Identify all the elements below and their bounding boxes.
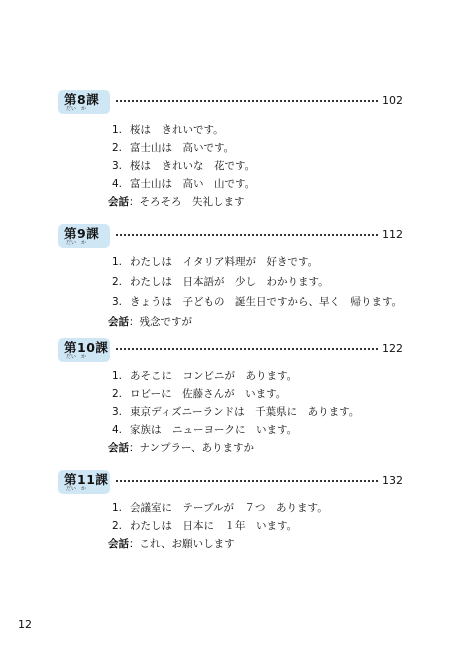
- sentence-text: あそこに コンビニが あります。: [130, 370, 298, 382]
- sentence-number: 1.: [112, 124, 123, 136]
- sentence-line: [112, 160, 255, 173]
- sentence-number: 3.: [112, 160, 123, 172]
- lesson-tab[interactable]: [58, 224, 110, 248]
- lesson-title: 第10課: [64, 340, 109, 355]
- lesson-title-reading: だい か: [66, 486, 87, 492]
- sentence-number: 4.: [112, 178, 123, 190]
- sentence-text: わたしは イタリア料理が 好きです。: [130, 256, 319, 268]
- lesson-page-number[interactable]: 102: [382, 94, 403, 107]
- conversation-label: 会話: [108, 538, 129, 550]
- sentence-text: 家族は ニューヨークに います。: [130, 424, 298, 436]
- sentence-line: [112, 424, 297, 437]
- lesson-page-number[interactable]: 112: [382, 228, 403, 241]
- sentence-text: 桜は きれいな 花です。: [130, 160, 256, 172]
- sentence-line: [112, 276, 329, 289]
- conversation-line: [108, 316, 192, 329]
- lesson-tab[interactable]: [58, 470, 110, 494]
- sentence-number: 1.: [112, 256, 123, 268]
- lesson-title: 第9課: [64, 226, 100, 241]
- lesson-title-reading: だい か: [66, 106, 87, 112]
- sentence-text: 富士山は 高い 山です。: [130, 178, 256, 190]
- sentence-line: [112, 178, 255, 191]
- lesson-tab[interactable]: [58, 90, 110, 114]
- sentence-text: ロビーに 佐藤さんが います。: [130, 388, 287, 400]
- sentence-number: 2.: [112, 520, 123, 532]
- lesson-title-reading: だい か: [66, 240, 87, 246]
- sentence-text: 会議室に テーブルが ７つ あります。: [130, 502, 328, 514]
- dot-leader: [116, 100, 378, 102]
- sentence-number: 3.: [112, 406, 123, 418]
- sentence-number: 1.: [112, 502, 123, 514]
- conversation-title: ：そろそろ 失礼します: [129, 196, 245, 208]
- conversation-label: 会話: [108, 442, 129, 454]
- lesson-title: 第8課: [64, 92, 100, 107]
- dot-leader: [116, 234, 378, 236]
- sentence-line: [112, 406, 359, 419]
- conversation-title: ：残念ですが: [129, 316, 192, 328]
- sentence-text: 桜は きれいです。: [130, 124, 224, 136]
- sentence-line: [112, 370, 297, 383]
- conversation-line: [108, 196, 245, 209]
- sentence-line: [112, 388, 286, 401]
- dot-leader: [116, 480, 378, 482]
- conversation-label: 会話: [108, 196, 129, 208]
- dot-leader: [116, 348, 378, 350]
- sentence-line: [112, 520, 297, 533]
- lesson-title: 第11課: [64, 472, 109, 487]
- sentence-line: [112, 296, 402, 309]
- conversation-title: ：これ、お願いします: [129, 538, 235, 550]
- conversation-line: [108, 442, 254, 455]
- lesson-title-reading: だい か: [66, 354, 87, 360]
- lesson-tab[interactable]: [58, 338, 110, 362]
- conversation-title: ：ナンプラー、ありますか: [129, 442, 255, 454]
- sentence-number: 3.: [112, 296, 123, 308]
- sentence-line: [112, 142, 234, 155]
- sentence-number: 2.: [112, 142, 123, 154]
- conversation-line: [108, 538, 235, 551]
- sentence-line: [112, 502, 328, 515]
- sentence-number: 1.: [112, 370, 123, 382]
- sentence-number: 4.: [112, 424, 123, 436]
- sentence-line: [112, 256, 318, 269]
- sentence-text: 富士山は 高いです。: [130, 142, 235, 154]
- lesson-page-number[interactable]: 132: [382, 474, 403, 487]
- lesson-page-number[interactable]: 122: [382, 342, 403, 355]
- footer-page-number: 12: [18, 618, 32, 631]
- sentence-number: 2.: [112, 388, 123, 400]
- sentence-text: わたしは 日本に １年 います。: [130, 520, 298, 532]
- sentence-number: 2.: [112, 276, 123, 288]
- sentence-line: [112, 124, 224, 137]
- sentence-text: わたしは 日本語が 少し わかります。: [130, 276, 329, 288]
- sentence-text: きょうは 子どもの 誕生日ですから、早く 帰ります。: [130, 296, 403, 308]
- conversation-label: 会話: [108, 316, 129, 328]
- sentence-text: 東京ディズニーランドは 千葉県に あります。: [130, 406, 360, 418]
